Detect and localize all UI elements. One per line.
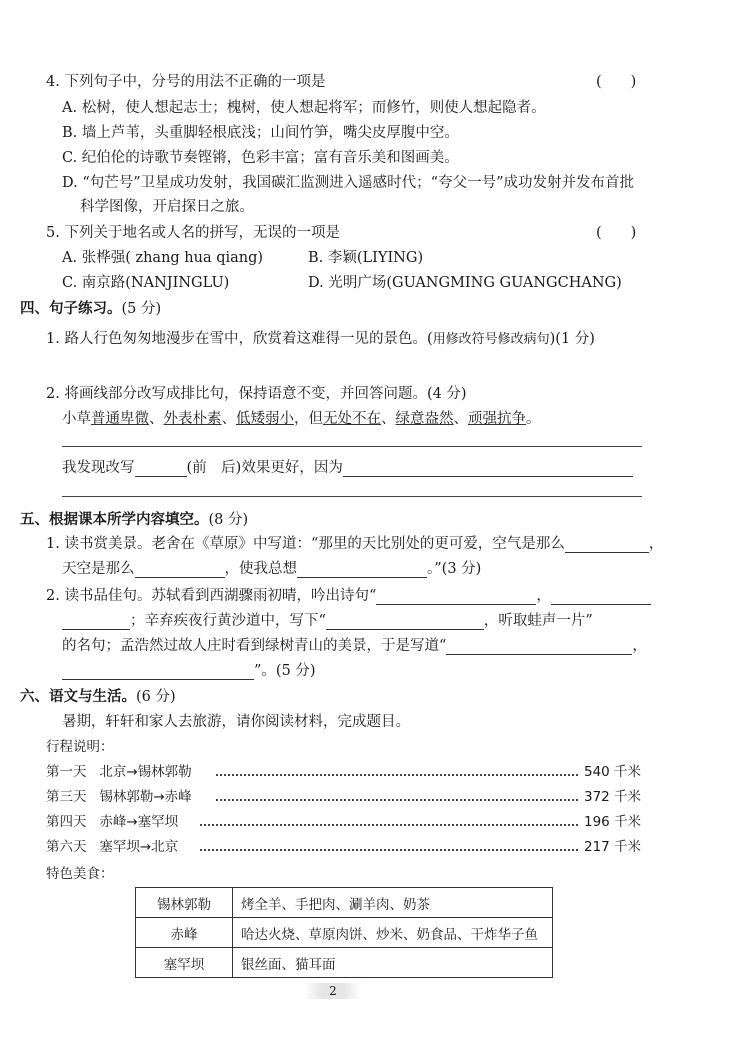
s5-q2-line4 xyxy=(62,659,316,680)
page-number: 2 xyxy=(305,983,361,999)
s4-answer-line-1[interactable] xyxy=(62,446,642,447)
underlined-phrase-4: 无处不在 xyxy=(323,411,381,427)
s4-q1 xyxy=(46,327,595,348)
underlined-phrase-6: 顽强抗争 xyxy=(468,411,526,427)
food-city: 塞罕坝 xyxy=(136,948,233,978)
s4-q1-score: )(1 分) xyxy=(549,331,595,347)
section-4-heading xyxy=(20,297,161,318)
s5-q2-line3: 的名句；孟浩然过故人庄时看到绿树青山的美景，于是写道“ ， xyxy=(62,638,647,654)
found-label-b: (前 后)效果更好，因为 xyxy=(186,460,343,476)
q5-option-b: B. 李颖(LIYING) xyxy=(308,250,424,266)
q4-option-c: C. 纪伯伦的诗歌节奏铿锵，色彩丰富；富有音乐美和图画美。 xyxy=(62,150,459,166)
sentence-prefix: 小草 xyxy=(62,411,91,427)
q5-option-a: A. 张桦强( zhang hua qiang) xyxy=(62,250,264,266)
s5-q2-text-b: ；辛弃疾夜行黄沙道中，写下“ xyxy=(130,613,326,629)
section-5-score: (8 分) xyxy=(208,512,249,528)
s5-q2-blank-5[interactable] xyxy=(446,640,632,655)
q4-option-d-line1: D. “句芒号”卫星成功发射，我国碳汇监测进入遥感时代；“夸父一号”成功发射并发布首批 xyxy=(62,175,634,191)
q4-option-a: A. 松树，使人想起志士；槐树，使人想起将军；而修竹，则使人想起隐者。 xyxy=(62,100,546,116)
itinerary-row xyxy=(46,835,178,855)
q5-option-d: D. 光明广场(GUANGMING GUANGCHANG) xyxy=(308,275,622,291)
s4-q1-text: 1. 路人行色匆匆地漫步在雪中，欣赏着这难得一见的景色。( xyxy=(46,331,433,347)
s5-q2-blank-4[interactable] xyxy=(326,615,484,630)
table-row xyxy=(136,918,553,948)
s5-q1-text-c: ，使我总想 xyxy=(224,561,297,577)
s5-q1-blank-1[interactable] xyxy=(565,538,649,553)
itinerary-day: 第四天 xyxy=(46,814,87,830)
s5-q1-blank-2[interactable] xyxy=(135,563,225,578)
itinerary-day: 第三天 xyxy=(46,789,87,805)
table-row xyxy=(136,888,553,918)
itinerary-day: 第六天 xyxy=(46,839,87,855)
s5-q2-blank-6[interactable] xyxy=(62,665,254,680)
s5-q1-line2 xyxy=(62,557,481,578)
q5-option-c: C. 南京路(NANJINGLU) xyxy=(62,275,230,291)
q5-answer-paren[interactable]: ( ) xyxy=(596,225,637,241)
found-label-a: 我发现改写 xyxy=(62,460,135,476)
s5-q1-line1: 1. 读书赏美景。老舍在《草原》中写道：“那里的天比别处的更可爱，空气是那么 ， xyxy=(46,536,664,552)
s5-q2-line1: 2. 读书品佳句。苏轼看到西湖骤雨初晴，吟出诗句“ ， xyxy=(46,584,651,605)
s4-q2-sentence: 小草普通卑微、外表朴素、低矮弱小，但无处不在、绿意盎然、顽强抗争。 xyxy=(62,411,541,427)
table-row xyxy=(136,948,553,978)
itinerary-day: 第一天 xyxy=(46,764,87,780)
itinerary-route: 锡林郭勒→赤峰 xyxy=(99,789,192,805)
s5-q2-text-c: ，听取蛙声一片” xyxy=(483,613,593,629)
s5-q1-blank-3[interactable] xyxy=(297,563,427,578)
s5-q2-text-d: 的名句；孟浩然过故人庄时看到绿树青山的美景，于是写道“ xyxy=(62,638,447,654)
s5-q1-text-d: 。”(3 分) xyxy=(427,561,482,577)
itinerary-distance: 217 千米 xyxy=(584,839,642,855)
itinerary-row xyxy=(46,785,192,805)
sentence-end: 。 xyxy=(526,411,541,427)
section-5-heading xyxy=(20,508,248,529)
s5-q1-text-b: 天空是那么 xyxy=(62,561,135,577)
s4-answer-line-2[interactable] xyxy=(62,496,642,497)
found-blank-1[interactable] xyxy=(135,462,187,477)
s4-q2-text: 2. 将画线部分改写成排比句，保持语意不变，并回答问题。(4 分) xyxy=(46,386,467,402)
section-6-title: 六、语文与生活。 xyxy=(20,689,136,705)
s5-q1-text-a: 1. 读书赏美景。老舍在《草原》中写道：“那里的天比别处的更可爱，空气是那么 xyxy=(46,536,565,552)
underlined-phrase-3: 低矮弱小 xyxy=(236,411,294,427)
q4-stem: 4. 下列句子中，分号的用法不正确的一项是 xyxy=(46,74,326,90)
section-6-heading xyxy=(20,685,176,706)
itinerary-distance: 372 千米 xyxy=(584,789,642,805)
food-title: 特色美食： xyxy=(46,866,114,882)
s5-q2-line2 xyxy=(62,609,593,630)
leader-dots xyxy=(216,799,578,801)
itinerary-route: 塞罕坝→北京 xyxy=(99,839,179,855)
section-4-title: 四、句子练习。 xyxy=(20,301,122,317)
leader-dots xyxy=(200,824,578,826)
s5-q2-text-e: ”。(5 分) xyxy=(254,663,316,679)
leader-dots xyxy=(216,774,578,776)
section-5-title: 五、根据课本所学内容填空。 xyxy=(20,512,209,528)
itinerary-route: 北京→锡林郭勒 xyxy=(99,764,192,780)
q4-option-b: B. 墙上芦苇，头重脚轻根底浅；山间竹笋，嘴尖皮厚腹中空。 xyxy=(62,125,459,141)
food-items: 哈达火烧、草原肉饼、炒米、奶食品、干炸华子鱼 xyxy=(233,918,553,948)
leader-dots xyxy=(200,849,578,851)
found-blank-2[interactable] xyxy=(343,462,633,477)
s5-q2-blank-1[interactable] xyxy=(376,590,536,605)
food-city: 锡林郭勒 xyxy=(136,888,233,918)
underlined-phrase-2: 外表朴素 xyxy=(163,411,222,427)
itinerary-distance: 196 千米 xyxy=(584,814,642,830)
s5-q2-text-a: 2. 读书品佳句。苏轼看到西湖骤雨初晴，吟出诗句“ xyxy=(46,588,377,604)
s4-q2-found xyxy=(62,456,633,477)
q5-stem: 5. 下列关于地名或人名的拼写，无误的一项是 xyxy=(46,225,340,241)
itinerary-row xyxy=(46,760,192,780)
underlined-phrase-1: 普通卑微 xyxy=(91,411,149,427)
s5-q2-blank-2[interactable] xyxy=(551,590,651,605)
section-6-score: (6 分) xyxy=(136,689,176,705)
itinerary-route: 赤峰→塞罕坝 xyxy=(99,814,179,830)
itinerary-distance: 540 千米 xyxy=(584,764,642,780)
underlined-phrase-5: 绿意盎然 xyxy=(395,411,454,427)
s5-q2-blank-3[interactable] xyxy=(62,615,130,630)
sentence-middle: ，但 xyxy=(294,411,323,427)
section-4-score: (5 分) xyxy=(121,301,162,317)
itinerary-row xyxy=(46,810,178,830)
q4-option-d-line2: 科学图像，开启探日之旅。 xyxy=(80,199,254,215)
s6-intro: 暑期，轩轩和家人去旅游，请你阅读材料，完成题目。 xyxy=(62,714,410,730)
food-items: 烤全羊、手把肉、涮羊肉、奶茶 xyxy=(233,888,553,918)
food-table xyxy=(135,887,553,978)
q4-answer-paren[interactable]: ( ) xyxy=(596,74,637,90)
itinerary-title: 行程说明： xyxy=(46,739,114,755)
food-city: 赤峰 xyxy=(136,918,233,948)
food-items: 银丝面、猫耳面 xyxy=(233,948,553,978)
s4-q1-hint: 用修改符号修改病句 xyxy=(432,332,550,347)
